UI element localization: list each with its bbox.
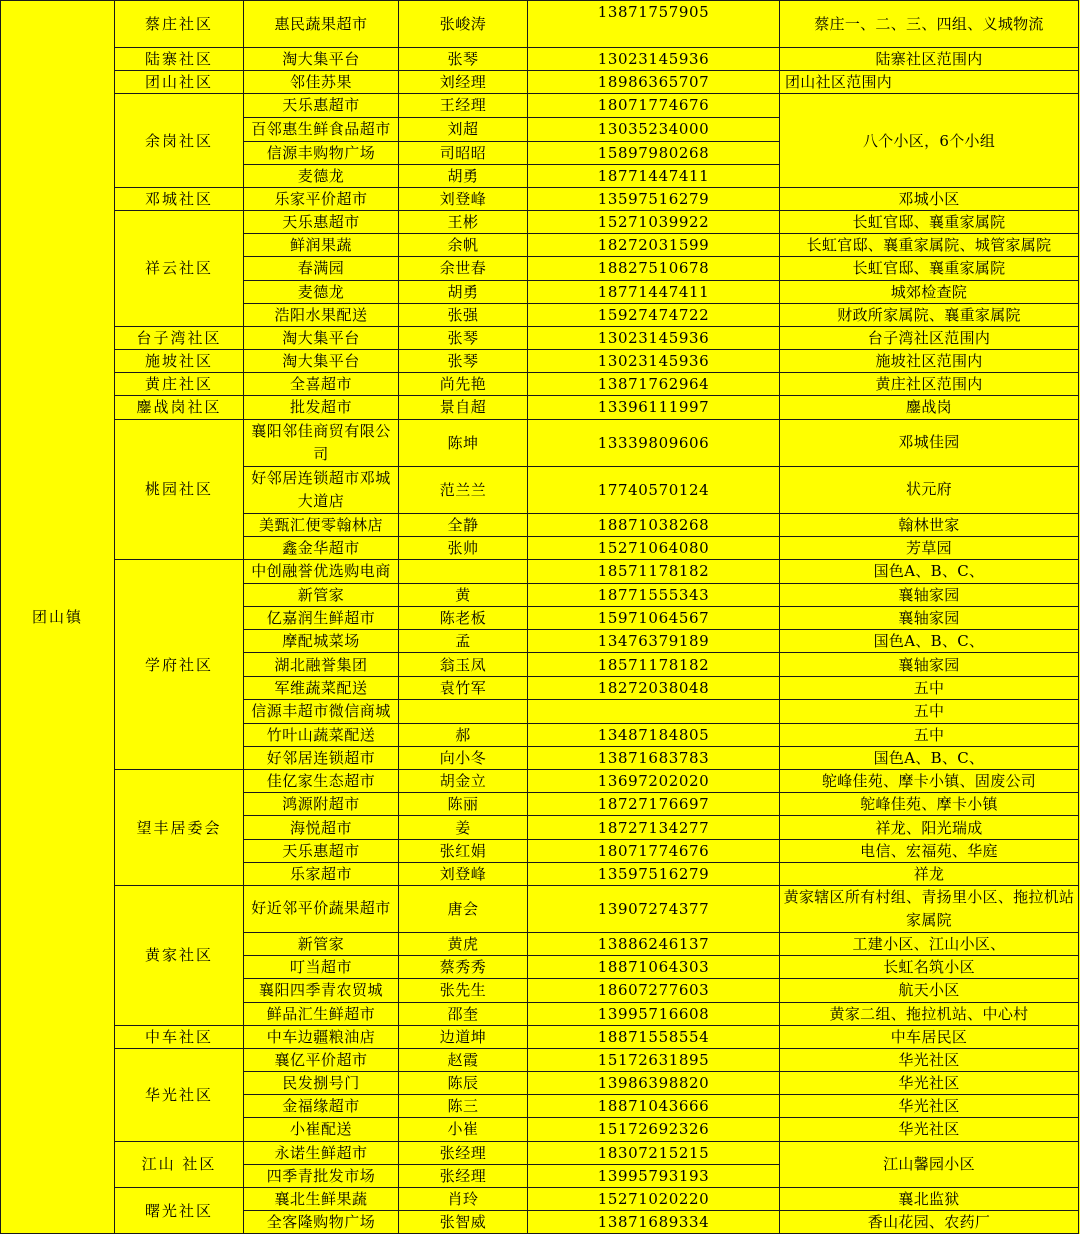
contact-cell: 张帅 [399,536,528,559]
area-cell: 电信、宏福苑、华庭 [780,839,1079,862]
table-row [1,885,1079,932]
area-cell: 襄轴家园 [780,583,1079,606]
store-cell: 永诺生鲜超市 [244,1141,399,1164]
phone-cell: 18771555343 [528,583,780,606]
area-cell: 襄轴家园 [780,607,1079,630]
area-cell: 鸵峰佳苑、摩卡小镇、固废公司 [780,770,1079,793]
table-row [1,373,1079,396]
table-row [1,71,1079,94]
contact-cell: 张先生 [399,979,528,1002]
phone-cell: 13339809606 [528,419,780,466]
contact-cell: 陈丽 [399,793,528,816]
phone-cell: 18986365707 [528,71,780,94]
area-cell: 邓城小区 [780,187,1079,210]
contact-cell: 黄 [399,583,528,606]
area-cell: 航天小区 [780,979,1079,1002]
area-cell: 祥龙、阳光瑞成 [780,816,1079,839]
table-row [1,1048,1079,1071]
phone-cell: 13476379189 [528,630,780,653]
contact-cell: 张强 [399,303,528,326]
phone-cell: 18771447411 [528,280,780,303]
store-cell: 鑫金华超市 [244,536,399,559]
area-cell: 鏖战岗 [780,396,1079,419]
phone-cell: 13023145936 [528,326,780,349]
store-cell: 信源丰超市微信商城 [244,699,399,723]
phone-cell: 15271039922 [528,211,780,234]
store-cell: 乐家超市 [244,862,399,885]
table-row [1,326,1079,349]
contact-cell: 景自超 [399,396,528,419]
store-cell: 淘大集平台 [244,326,399,349]
town-cell: 团山镇 [1,1,115,1234]
store-cell: 摩配城菜场 [244,630,399,653]
store-cell: 中创融誉优选购电商 [244,559,399,583]
contact-cell: 赵霞 [399,1048,528,1071]
store-cell: 鲜品汇生鲜超市 [244,1002,399,1025]
area-cell: 襄北监狱 [780,1187,1079,1210]
contact-cell: 袁竹军 [399,676,528,699]
phone-cell: 13871683783 [528,746,780,769]
contact-cell: 翁玉凤 [399,653,528,676]
table-row [1,350,1079,373]
store-cell: 天乐惠超市 [244,211,399,234]
area-cell: 状元府 [780,466,1079,513]
area-cell: 五中 [780,676,1079,699]
table-row [1,396,1079,419]
contact-cell: 向小冬 [399,746,528,769]
community-cell: 台子湾社区 [115,326,244,349]
area-cell: 国色A、B、C、 [780,630,1079,653]
table-row [1,187,1079,210]
community-cell: 施坡社区 [115,350,244,373]
contact-cell: 余世春 [399,257,528,280]
store-cell: 襄阳四季青农贸城 [244,979,399,1002]
contact-cell: 全静 [399,513,528,536]
contact-cell: 胡金立 [399,770,528,793]
contact-cell: 黄虎 [399,932,528,955]
phone-cell: 13995716608 [528,1002,780,1025]
phone-cell: 15271064080 [528,536,780,559]
area-cell: 五中 [780,723,1079,746]
community-cell: 学府社区 [115,559,244,769]
store-cell: 湖北融誉集团 [244,653,399,676]
phone-cell [528,699,780,723]
community-cell: 祥云社区 [115,211,244,327]
contact-cell: 张琴 [399,350,528,373]
area-cell: 鸵峰佳苑、摩卡小镇 [780,793,1079,816]
contact-cell: 王经理 [399,94,528,117]
area-cell: 中车居民区 [780,1025,1079,1048]
contact-cell: 孟 [399,630,528,653]
store-cell: 佳亿家生态超市 [244,770,399,793]
phone-cell: 18307215215 [528,1141,780,1164]
phone-cell: 13871757905 [528,1,780,48]
contact-cell: 刘登峰 [399,862,528,885]
contact-cell: 陈三 [399,1095,528,1118]
phone-cell: 13035234000 [528,117,780,141]
area-cell: 黄庄社区范围内 [780,373,1079,396]
store-cell: 惠民蔬果超市 [244,1,399,48]
store-cell: 全客隆购物广场 [244,1211,399,1234]
contact-cell: 张智威 [399,1211,528,1234]
area-cell: 祥龙 [780,862,1079,885]
area-cell: 华光社区 [780,1118,1079,1141]
contact-cell: 张琴 [399,48,528,71]
phone-cell: 17740570124 [528,466,780,513]
community-cell: 中车社区 [115,1025,244,1048]
contact-cell: 胡勇 [399,280,528,303]
store-cell: 金福缘超市 [244,1095,399,1118]
store-cell: 海悦超市 [244,816,399,839]
phone-cell: 18871558554 [528,1025,780,1048]
contact-cell [399,559,528,583]
phone-cell: 18827510678 [528,257,780,280]
contact-cell: 司昭昭 [399,141,528,164]
store-cell: 天乐惠超市 [244,94,399,117]
community-cell: 团山社区 [115,71,244,94]
contact-cell: 陈老板 [399,607,528,630]
phone-cell: 15927474722 [528,303,780,326]
phone-cell: 13986398820 [528,1072,780,1095]
area-cell: 长虹名筑小区 [780,956,1079,979]
contact-cell: 刘经理 [399,71,528,94]
area-cell: 施坡社区范围内 [780,350,1079,373]
table-row [1,1,1079,48]
area-cell: 财政所家属院、襄重家属院 [780,303,1079,326]
phone-cell: 13871762964 [528,373,780,396]
table-row [1,1025,1079,1048]
area-cell: 翰林世家 [780,513,1079,536]
contact-cell: 陈坤 [399,419,528,466]
table-row [1,419,1079,466]
community-cell: 余岗社区 [115,94,244,188]
store-cell: 淘大集平台 [244,48,399,71]
phone-cell: 18871038268 [528,513,780,536]
store-cell: 麦德龙 [244,280,399,303]
store-cell: 竹叶山蔬菜配送 [244,723,399,746]
store-cell: 新管家 [244,932,399,955]
store-cell: 小崔配送 [244,1118,399,1141]
store-cell: 鲜润果蔬 [244,234,399,257]
contact-cell: 尚先艳 [399,373,528,396]
phone-cell: 13487184805 [528,723,780,746]
table-row [1,48,1079,71]
contact-cell: 姜 [399,816,528,839]
contact-cell: 小崔 [399,1118,528,1141]
store-cell: 麦德龙 [244,164,399,187]
store-cell: 叮当超市 [244,956,399,979]
store-cell: 中车边疆粮油店 [244,1025,399,1048]
phone-cell: 18727134277 [528,816,780,839]
community-cell: 曙光社区 [115,1187,244,1233]
contact-cell: 蔡秀秀 [399,956,528,979]
contact-cell: 张经理 [399,1164,528,1187]
area-cell: 长虹官邸、襄重家属院、城管家属院 [780,234,1079,257]
store-cell: 天乐惠超市 [244,839,399,862]
area-cell: 香山花园、农药厂 [780,1211,1079,1234]
table-row [1,1187,1079,1210]
area-cell: 陆寨社区范围内 [780,48,1079,71]
area-cell: 团山社区范围内 [780,71,1079,94]
phone-cell: 13697202020 [528,770,780,793]
phone-cell: 18871043666 [528,1095,780,1118]
contact-cell: 唐会 [399,885,528,932]
area-cell: 华光社区 [780,1095,1079,1118]
contact-cell: 陈辰 [399,1072,528,1095]
phone-cell: 13396111997 [528,396,780,419]
phone-cell: 18727176697 [528,793,780,816]
community-cell: 鏖战岗社区 [115,396,244,419]
store-cell: 批发超市 [244,396,399,419]
phone-cell: 13597516279 [528,862,780,885]
store-cell: 襄北生鲜果蔬 [244,1187,399,1210]
store-cell: 好邻居连锁超市 [244,746,399,769]
contact-cell: 张琴 [399,326,528,349]
contact-cell: 边道坤 [399,1025,528,1048]
store-cell: 美甄汇便零翰林店 [244,513,399,536]
phone-cell: 13597516279 [528,187,780,210]
contact-cell: 王彬 [399,211,528,234]
contact-cell: 刘登峰 [399,187,528,210]
area-cell: 江山馨园小区 [780,1141,1079,1187]
contact-cell [399,699,528,723]
table-row [1,559,1079,583]
store-cell: 军维蔬菜配送 [244,676,399,699]
contact-cell: 邵奎 [399,1002,528,1025]
table-row [1,770,1079,793]
store-cell: 淘大集平台 [244,350,399,373]
area-cell: 八个小区，6个小组 [780,94,1079,188]
phone-cell: 18272038048 [528,676,780,699]
area-cell: 黄家二组、拖拉机站、中心村 [780,1002,1079,1025]
area-cell: 华光社区 [780,1048,1079,1071]
table-row [1,1141,1079,1164]
community-cell: 江山 社区 [115,1141,244,1187]
area-cell: 华光社区 [780,1072,1079,1095]
area-cell: 台子湾社区范围内 [780,326,1079,349]
phone-cell: 18272031599 [528,234,780,257]
phone-cell: 15897980268 [528,141,780,164]
community-cell: 华光社区 [115,1048,244,1141]
area-cell: 邓城佳园 [780,419,1079,466]
store-cell: 百邻惠生鲜食品超市 [244,117,399,141]
store-cell: 民发捌号门 [244,1072,399,1095]
area-cell: 襄轴家园 [780,653,1079,676]
area-cell: 长虹官邸、襄重家属院 [780,211,1079,234]
store-cell: 襄阳邻佳商贸有限公司 [244,419,399,466]
phone-cell: 13886246137 [528,932,780,955]
area-cell: 蔡庄一、二、三、四组、义城物流 [780,1,1079,48]
contact-cell: 张经理 [399,1141,528,1164]
contact-cell: 余帆 [399,234,528,257]
phone-cell: 18571178182 [528,559,780,583]
store-cell: 新管家 [244,583,399,606]
phone-cell: 13871689334 [528,1211,780,1234]
phone-cell: 15971064567 [528,607,780,630]
contact-cell: 范兰兰 [399,466,528,513]
phone-cell: 18071774676 [528,839,780,862]
store-cell: 好邻居连锁超市邓城大道店 [244,466,399,513]
contact-cell: 张峻涛 [399,1,528,48]
table-row [1,211,1079,234]
store-cell: 襄亿平价超市 [244,1048,399,1071]
store-cell: 亿嘉润生鲜超市 [244,607,399,630]
store-cell: 四季青批发市场 [244,1164,399,1187]
phone-cell: 15172631895 [528,1048,780,1071]
phone-cell: 18771447411 [528,164,780,187]
community-cell: 望丰居委会 [115,770,244,886]
store-cell: 邻佳苏果 [244,71,399,94]
contact-cell: 胡勇 [399,164,528,187]
area-cell: 国色A、B、C、 [780,746,1079,769]
phone-cell: 18071774676 [528,94,780,117]
store-cell: 春满园 [244,257,399,280]
community-cell: 陆寨社区 [115,48,244,71]
area-cell: 长虹官邸、襄重家属院 [780,257,1079,280]
phone-cell: 18607277603 [528,979,780,1002]
area-cell: 城郊检查院 [780,280,1079,303]
phone-cell: 13023145936 [528,48,780,71]
phone-cell: 15172692326 [528,1118,780,1141]
store-cell: 鸿源附超市 [244,793,399,816]
contact-cell: 郝 [399,723,528,746]
phone-cell: 13907274377 [528,885,780,932]
phone-cell: 13995793193 [528,1164,780,1187]
store-cell: 信源丰购物广场 [244,141,399,164]
store-cell: 浩阳水果配送 [244,303,399,326]
store-cell: 好近邻平价蔬果超市 [244,885,399,932]
table-row [1,94,1079,117]
contact-cell: 肖玲 [399,1187,528,1210]
area-cell: 工建小区、江山小区、 [780,932,1079,955]
community-cell: 邓城社区 [115,187,244,210]
community-cell: 桃园社区 [115,419,244,559]
area-cell: 国色A、B、C、 [780,559,1079,583]
phone-cell: 18571178182 [528,653,780,676]
phone-cell: 18871064303 [528,956,780,979]
contact-cell: 张红娟 [399,839,528,862]
contact-cell: 刘超 [399,117,528,141]
phone-cell: 15271020220 [528,1187,780,1210]
area-cell: 五中 [780,699,1079,723]
community-cell: 蔡庄社区 [115,1,244,48]
community-cell: 黄家社区 [115,885,244,1025]
store-cell: 全喜超市 [244,373,399,396]
area-cell: 芳草园 [780,536,1079,559]
phone-cell: 13023145936 [528,350,780,373]
area-cell: 黄家辖区所有村组、青扬里小区、拖拉机站家属院 [780,885,1079,932]
store-cell: 乐家平价超市 [244,187,399,210]
community-cell: 黄庄社区 [115,373,244,396]
